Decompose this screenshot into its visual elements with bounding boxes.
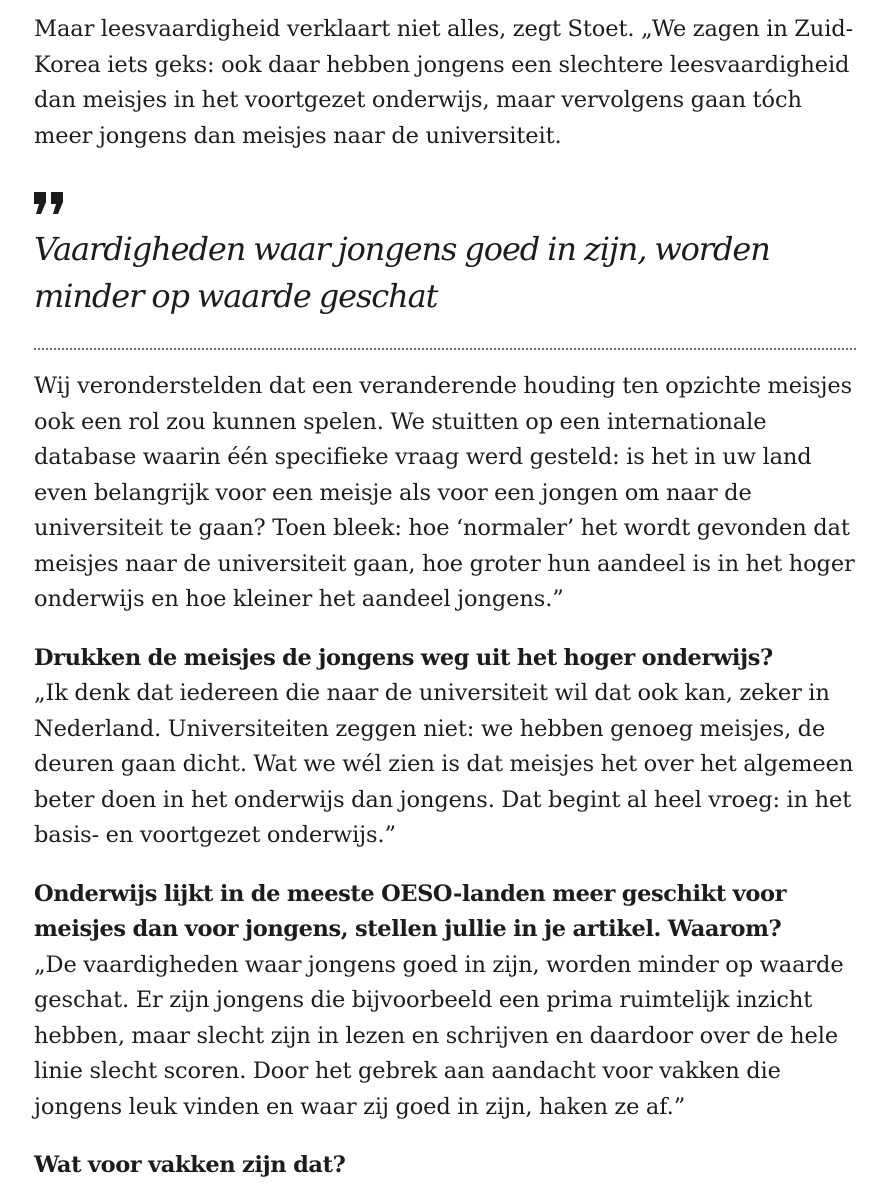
interview-question-2: Onderwijs lijkt in de meeste OESO-landen meer geschikt voor meisjes dan voor jongens, stellen jullie in je artikel. Waarom? bbox=[34, 880, 787, 942]
pullquote bbox=[34, 192, 864, 350]
pullquote-text: Vaardigheden waar jongens goed in zijn, worden minder op waarde geschat bbox=[34, 230, 770, 315]
interview-answer-1: „Ik denk dat iedereen die naar de universiteit wil dat ook kan, zeker in Nederland. Universiteiten zeggen niet: we hebben genoeg meisjes, de deuren gaan dicht. Wat we wél zien is dat meisjes het over het algemeen beter doen in het onderwijs dan jongens. Dat begint al heel vroeg: in het basis- en voortgezet onderwijs.” bbox=[34, 680, 854, 848]
interview-question-3: Wat voor vakken zijn dat? bbox=[34, 1152, 346, 1178]
paragraph-1: Maar leesvaardigheid verklaart niet alles, zegt Stoet. „We zagen in Zuid-Korea iets geks: ook daar hebben jongens een slechtere leesvaardigheid dan meisjes in het voortgezet onderwijs, maar vervolgens gaan tóch meer jongens dan meisjes naar de universiteit. bbox=[34, 16, 854, 149]
article-body bbox=[34, 0, 864, 1184]
interview-answer-2: „De vaardigheden waar jongens goed in zijn, worden minder op waarde geschat. Er zijn jongens die bijvoorbeeld een prima ruimtelijk inzicht hebben, maar slecht zijn in lezen en schrijven en daardoor over de hele linie slecht scoren. Door het gebrek aan aandacht voor vakken die jongens leuk vinden en waar zij goed in zijn, haken ze af.” bbox=[34, 951, 844, 1120]
interview-question-1: Drukken de meisjes de jongens weg uit het hoger onderwijs? bbox=[34, 644, 773, 671]
paragraph-2: Wij veronderstelden dat een veranderende houding ten opzichte meisjes ook een rol zou kunnen spelen. We stuitten op een internationale database waarin één specifieke vraag werd gesteld: is het in uw land even belangrijk voor een meisje als voor een jongen om naar de universiteit te gaan? Toen bleek: hoe ‘normaler’ het wordt gevonden dat meisjes naar de universiteit gaan, hoe groter hun aandeel is in het hoger onderwijs en hoe kleiner het aandeel jongens.” bbox=[34, 373, 855, 612]
quote-icon bbox=[34, 192, 66, 214]
pullquote-divider bbox=[34, 348, 856, 350]
